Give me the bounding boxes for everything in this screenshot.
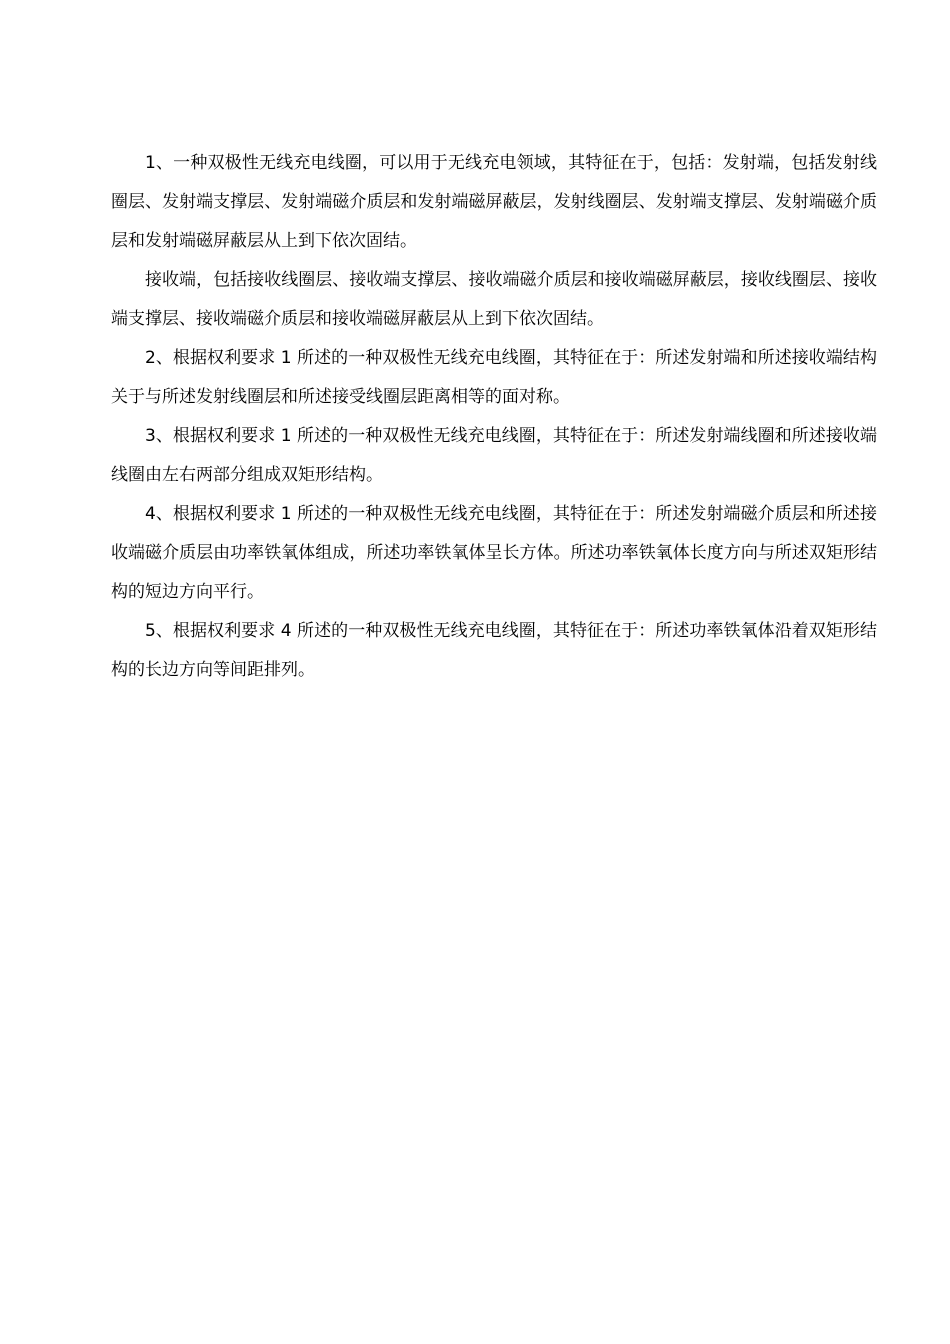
claim-5-paragraph: 5、根据权利要求 4 所述的一种双极性无线充电线圈，其特征在于：所述功率铁氧体沿着双矩形结构的长边方向等间距排列。 — [111, 621, 877, 680]
claim-1-receiver-paragraph: 接收端，包括接收线圈层、接收端支撑层、接收端磁介质层和接收端磁屏蔽层，接收线圈层、接收端支撑层、接收端磁介质层和接收端磁屏蔽层从上到下依次固结。 — [111, 270, 877, 329]
claim-4-paragraph: 4、根据权利要求 1 所述的一种双极性无线充电线圈，其特征在于：所述发射端磁介质层和所述接收端磁介质层由功率铁氧体组成，所述功率铁氧体呈长方体。所述功率铁氧体长度方向与所述双矩形结构的短边方向平行。 — [111, 504, 877, 602]
claim-1-paragraph: 1、一种双极性无线充电线圈，可以用于无线充电领域，其特征在于，包括：发射端，包括发射线圈层、发射端支撑层、发射端磁介质层和发射端磁屏蔽层，发射线圈层、发射端支撑层、发射端磁介质层和发射端磁屏蔽层从上到下依次固结。 — [111, 153, 877, 251]
claims-document — [111, 144, 877, 690]
claim-2-paragraph: 2、根据权利要求 1 所述的一种双极性无线充电线圈，其特征在于：所述发射端和所述接收端结构关于与所述发射线圈层和所述接受线圈层距离相等的面对称。 — [111, 348, 877, 407]
claim-3-paragraph: 3、根据权利要求 1 所述的一种双极性无线充电线圈，其特征在于：所述发射端线圈和所述接收端线圈由左右两部分组成双矩形结构。 — [111, 426, 877, 485]
